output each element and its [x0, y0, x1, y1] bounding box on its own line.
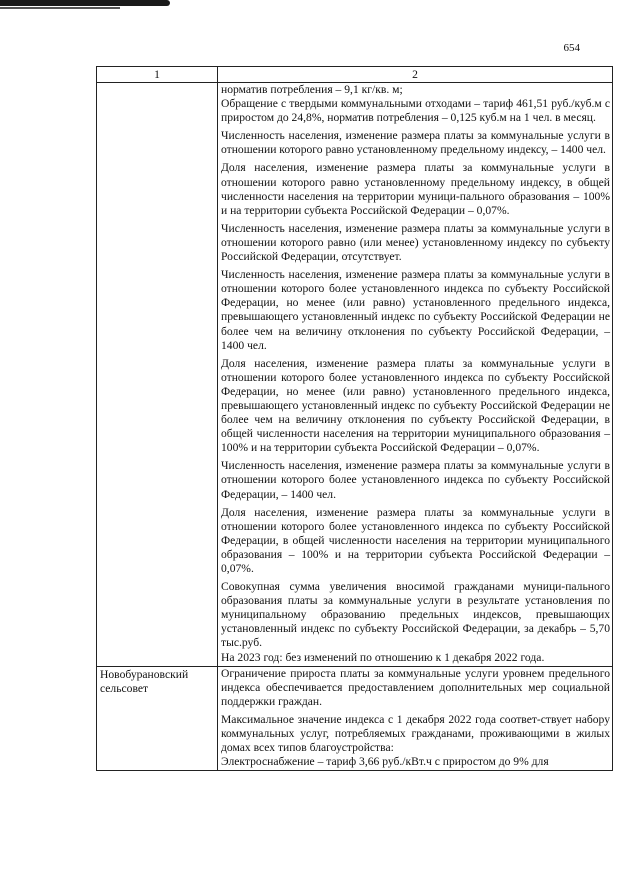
paragraph: Доля населения, изменение размера платы за коммунальные услуги в отношении которого более установленного индекса по субъекту Российской Федерации, но менее (или равно) установленного предельного индекса, превышающего установленный индекс по субъекту Российской Федерации не более чем на величину отклонения по субъекту Российской Федерации, в общей численности населения на территории муниципального образования – 100% и на территории субъекта Российской Федерации – 0,07%. [221, 356, 610, 455]
paragraph: Доля населения, изменение размера платы за коммунальные услуги в отношении которого равно установленному предельному индексу, в общей численности населения на территории муници-пального образования – 100% и на территории субъекта Российской Федерации – 0,07%. [221, 161, 610, 217]
paragraph: Доля населения, изменение размера платы за коммунальные услуги в отношении которого более установленного индекса по субъекту Российской Федерации, в общей численности населения на территории муниципального образования – 100% и на территории субъекта Российской Федерации – 0,07%. [221, 505, 610, 575]
content-cell [218, 666, 613, 771]
scan-artifact-line [0, 7, 120, 9]
paragraph: Максимальное значение индекса с 1 декабря 2022 года соответ-ствует набору коммунальных услуг, потребляемых гражданами, проживающими в жилых домах всех типов благоустройства: Электроснабжение – тариф 3,66 руб./кВт.ч с приростом до 9% для [221, 712, 610, 769]
paragraph: Ограничение прироста платы за коммунальные услуги уровнем предельного индекса обеспечивается предоставлением дополнительных мер социальной поддержки граждан. [221, 666, 610, 708]
region-name [100, 83, 215, 84]
paragraph: Численность населения, изменение размера платы за коммунальные услуги в отношении которого более установленного индекса по субъекту Российской Федерации, – 1400 чел. [221, 459, 610, 501]
table-row [97, 666, 613, 771]
paragraph: Численность населения, изменение размера платы за коммунальные услуги в отношении которого более установленного индекса по субъекту Российской Федерации, но менее (или равно) установленного предельного индекса, превышающего установленный индекс по субъекту Российской Федерации не более чем на величину отклонения по субъекту Российской Федерации, – 1400 чел. [221, 268, 610, 352]
table-row [97, 83, 613, 667]
column-header-2: 2 [218, 67, 613, 83]
region-cell [97, 83, 218, 667]
content-cell [218, 83, 613, 667]
document-table [96, 66, 613, 771]
region-name: Новобурановский сельсовет [100, 667, 189, 695]
column-header-1: 1 [97, 67, 218, 83]
paragraph: Численность населения, изменение размера платы за коммунальные услуги в отношении которого равно установленному предельному индексу, – 1400 чел. [221, 129, 610, 157]
page-number: 654 [563, 42, 580, 54]
region-cell [97, 666, 218, 771]
paragraph: норматив потребления – 9,1 кг/кв. м; Обращение с твердыми коммунальными отходами – тариф 461,51 руб./куб.м с приростом до 24,8%, норматив потребления – 0,125 куб.м на 1 чел. в месяц. [221, 83, 610, 125]
scan-artifact [0, 0, 170, 6]
paragraph: Численность населения, изменение размера платы за коммунальные услуги в отношении которого равно (или менее) установленному индексу по субъекту Российской Федерации, отсутствует. [221, 221, 610, 264]
table-header-row [97, 67, 613, 83]
paragraph: Совокупная сумма увеличения вносимой гражданами муници-пального образования платы за коммунальные услуги в результате установления по муниципальному образованию предельных индексов, превышающих установленный индекс по субъекту Российской Федерации, за декабрь – 5,70 тыс.руб. На 2023 год: без изменений по отношению к 1 декабря 2022 года. [221, 580, 610, 664]
